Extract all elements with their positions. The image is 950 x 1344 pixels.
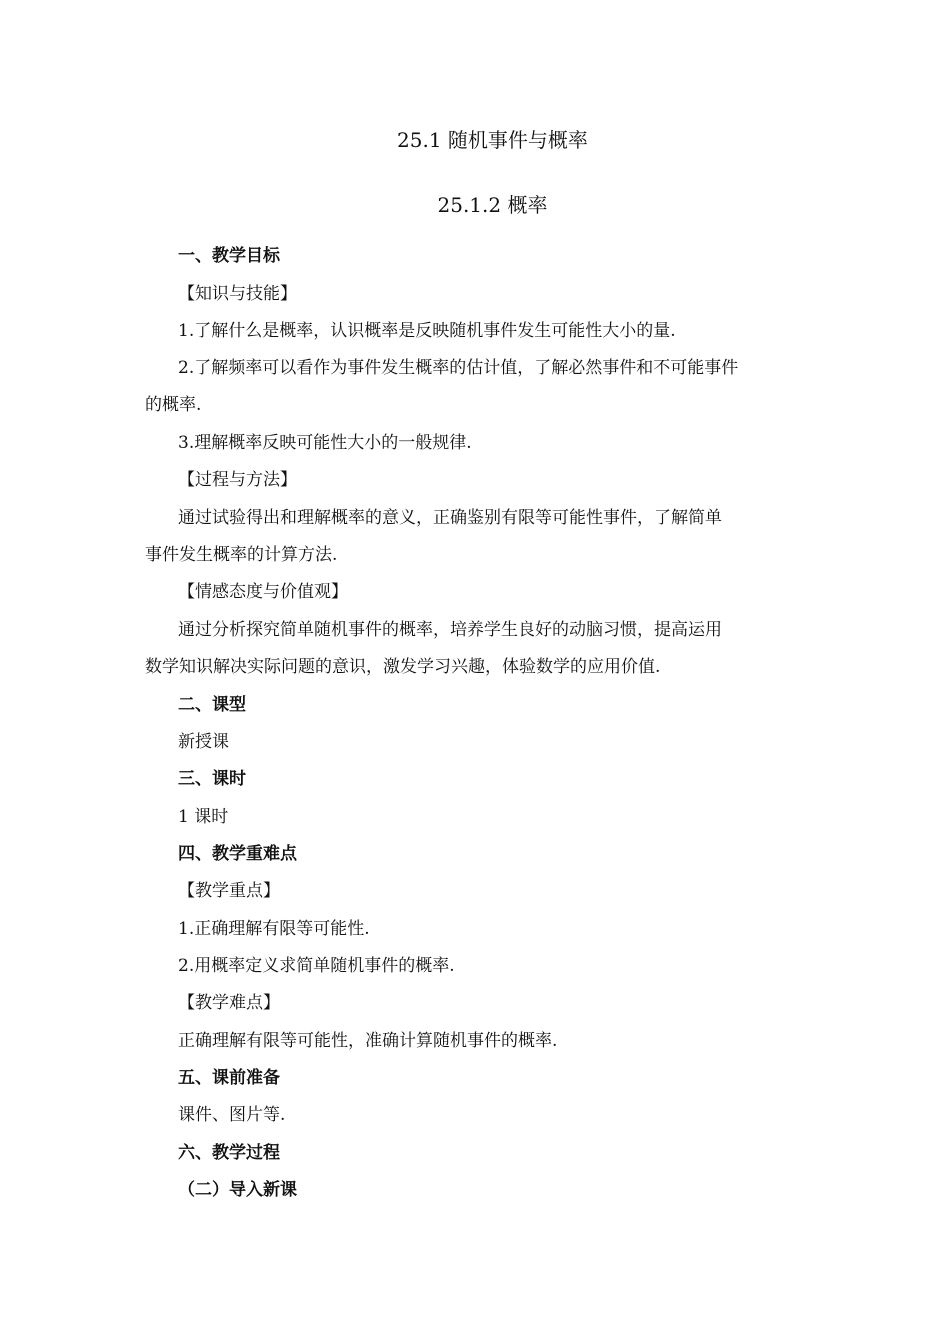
section-4-heading: 四、教学重难点 <box>178 844 297 864</box>
process-text-line-2: 事件发生概率的计算方法. <box>145 545 338 565</box>
emotion-text-line-1: 通过分析探究简单随机事件的概率，培养学生良好的动脑习惯，提高运用 <box>178 620 722 640</box>
difficulty-label: 【教学难点】 <box>178 993 280 1013</box>
main-title: 25.1 随机事件与概率 <box>397 128 588 152</box>
knowledge-item-2-line-1: 2.了解频率可以看作为事件发生概率的估计值，了解必然事件和不可能事件 <box>178 358 739 378</box>
sub-title: 25.1.2 概率 <box>437 193 548 217</box>
section-2-text: 新授课 <box>178 732 229 752</box>
key-point-1: 1.正确理解有限等可能性. <box>178 919 370 939</box>
knowledge-label: 【知识与技能】 <box>178 284 297 304</box>
key-point-2: 2.用概率定义求简单随机事件的概率. <box>178 956 455 976</box>
section-6-heading: 六、教学过程 <box>178 1143 280 1163</box>
section-5-heading: 五、课前准备 <box>178 1068 280 1088</box>
knowledge-item-2-line-2: 的概率. <box>145 395 202 415</box>
section-2-heading: 二、课型 <box>178 695 246 715</box>
process-text-line-1: 通过试验得出和理解概率的意义，正确鉴别有限等可能性事件，了解简单 <box>178 508 722 528</box>
section-6-subheading: （二）导入新课 <box>178 1180 297 1200</box>
key-points-label: 【教学重点】 <box>178 881 280 901</box>
process-label: 【过程与方法】 <box>178 470 297 490</box>
emotion-label: 【情感态度与价值观】 <box>178 582 348 602</box>
section-5-text: 课件、图片等. <box>178 1105 286 1125</box>
emotion-text-line-2: 数学知识解决实际问题的意识，激发学习兴趣，体验数学的应用价值. <box>145 657 661 677</box>
knowledge-item-1: 1.了解什么是概率，认识概率是反映随机事件发生可能性大小的量. <box>178 321 676 341</box>
section-1-heading: 一、教学目标 <box>178 246 280 266</box>
section-3-heading: 三、课时 <box>178 769 246 789</box>
knowledge-item-3: 3.理解概率反映可能性大小的一般规律. <box>178 433 472 453</box>
difficulty-text: 正确理解有限等可能性，准确计算随机事件的概率. <box>178 1031 558 1051</box>
section-3-text: 1 课时 <box>178 807 229 827</box>
